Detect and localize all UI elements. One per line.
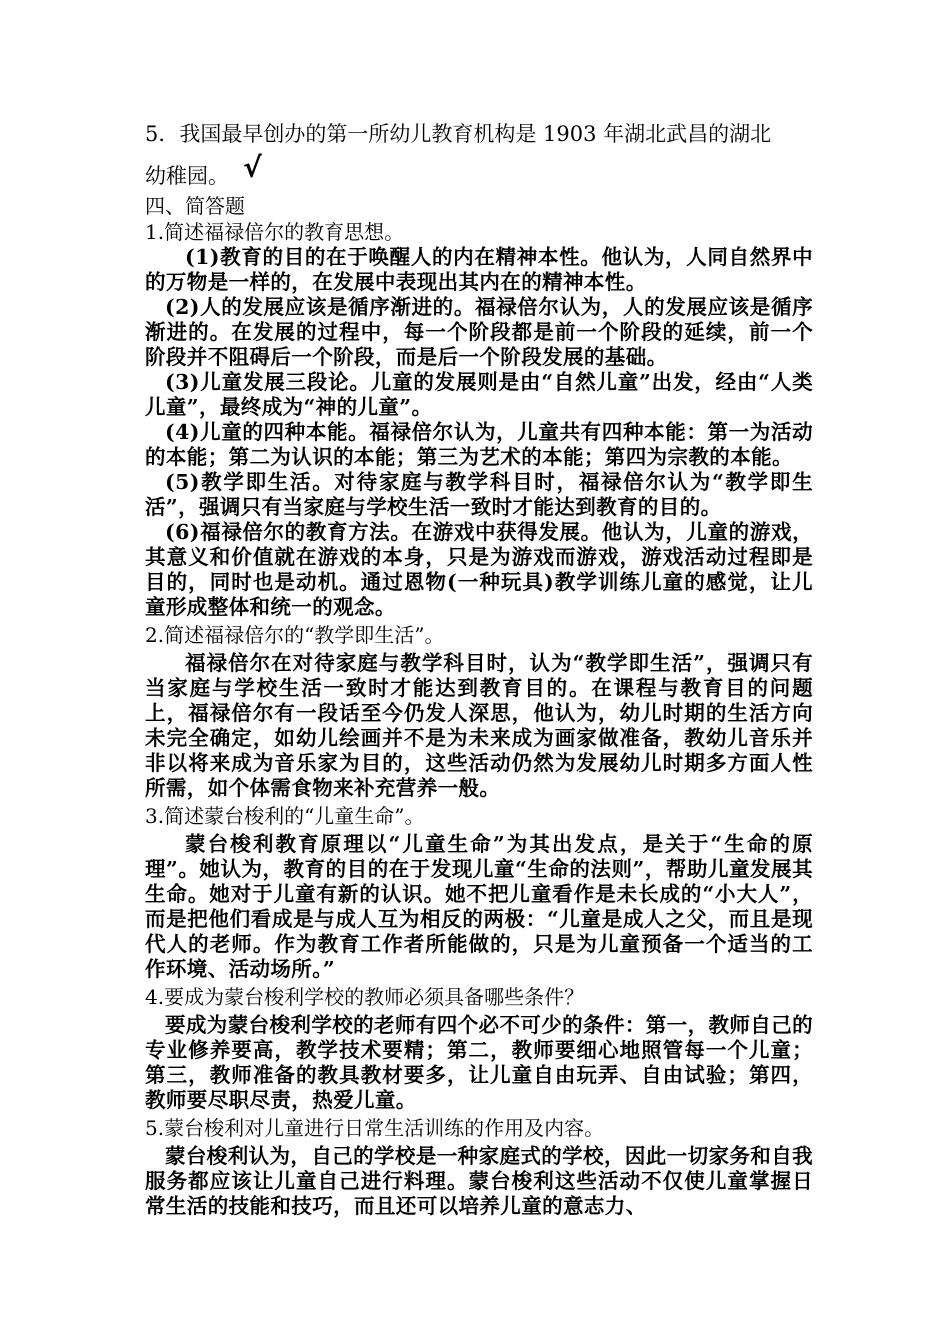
true-false-item-5-line-1: 5．我国最早创办的第一所幼儿教育机构是 1903 年湖北武昌的湖北: [145, 122, 772, 146]
document-page: [145, 120, 813, 1219]
q1-point-3: (3)儿童发展三段论。儿童的发展则是由“自然儿童”出发，经由“人类儿童”，最终成为“神的儿童”。: [145, 370, 813, 419]
question-2-title: 2.简述福禄倍尔的“教学即生活”。: [145, 623, 445, 647]
check-mark-icon: √: [243, 151, 262, 184]
question-2-answer: 福禄倍尔在对待家庭与教学科目时，认为“教学即生活”，强调只有当家庭与学校生活一致时才能达到教育目的。在课程与教育目的问题上，福禄倍尔有一段话至今仍发人深思，他认为，幼儿时期的生活方向未完全确定，如幼儿绘画并不是为未来成为画家做准备，教幼儿音乐并非以将来成为音乐家为目的，这些活动仍然为发展幼儿时期多方面人性所需，如个体需食物来补充营养一般。: [145, 651, 813, 800]
question-3-answer: 蒙台梭利教育原理以“儿童生命”为其出发点，是关于“生命的原理”。她认为，教育的目的在于发现儿童“生命的法则”，帮助儿童发展其生命。她对于儿童有新的认识。她不把儿童看作是未长成的“小大人”，而是把他们看成是与成人互为相反的两极：“儿童是成人之父，而且是现代人的老师。作为教育工作者所能做的，只是为儿童预备一个适当的工作环境、活动场所。”: [145, 832, 813, 981]
question-3-title: 3.简述蒙台梭利的“儿童生命”。: [145, 804, 425, 828]
question-5-title: 5.蒙台梭利对儿童进行日常生活训练的作用及内容。: [145, 1116, 605, 1140]
question-5-answer: 蒙台梭利认为，自己的学校是一种家庭式的学校，因此一切家务和自我服务都应该让儿童自己进行料理。蒙台梭利这些活动不仅使儿童掌握日常生活的技能和技巧，而且还可以培养儿童的意志力、: [145, 1144, 813, 1218]
question-4-title: 4.要成为蒙台梭利学校的教师必须具备哪些条件？: [145, 985, 585, 1009]
q1-point-6: (6)福禄倍尔的教育方法。在游戏中获得发展。他认为，儿童的游戏，其意义和价值就在游戏的本身，只是为游戏而游戏，游戏活动过程即是目的，同时也是动机。通过恩物(一种玩具)教学训练儿童的感觉，让儿童形成整体和统一的观念。: [145, 520, 813, 619]
q1-point-5: (5)教学即生活。对待家庭与教学科目时，福禄倍尔认为“教学即生活”，强调只有当家庭与学校生活一致时才能达到教育的目的。: [145, 470, 813, 519]
section-heading: 四、简答题: [145, 194, 245, 218]
question-4-answer: 要成为蒙台梭利学校的老师有四个必不可少的条件：第一，教师自己的专业修养要高，教学技术要精；第二，教师要细心地照管每一个儿童；第三，教师准备的教具教材要多，让儿童自由玩弄、自由试验；第四，教师要尽职尽责，热爱儿童。: [145, 1013, 813, 1112]
item-5-text: 幼稚园。: [145, 164, 229, 188]
q1-point-2: (2)人的发展应该是循序渐进的。福禄倍尔认为，人的发展应该是循序渐进的。在发展的过程中，每一个阶段都是前一个阶段的延续，前一个阶段并不阻碍后一个阶段，而是后一个阶段发展的基础。: [145, 295, 813, 369]
q1-point-1: (1)教育的目的在于唤醒人的内在精神本性。他认为，人同自然界中的万物是一样的，在发展中表现出其内在的精神本性。: [145, 245, 813, 294]
true-false-item-5-line-2: [145, 151, 813, 191]
question-1-title: 1.简述福禄倍尔的教育思想。: [145, 220, 405, 244]
q1-point-4: (4)儿童的四种本能。福禄倍尔认为，儿童共有四种本能：第一为活动的本能；第二为认识的本能；第三为艺术的本能；第四为宗教的本能。: [145, 420, 813, 469]
